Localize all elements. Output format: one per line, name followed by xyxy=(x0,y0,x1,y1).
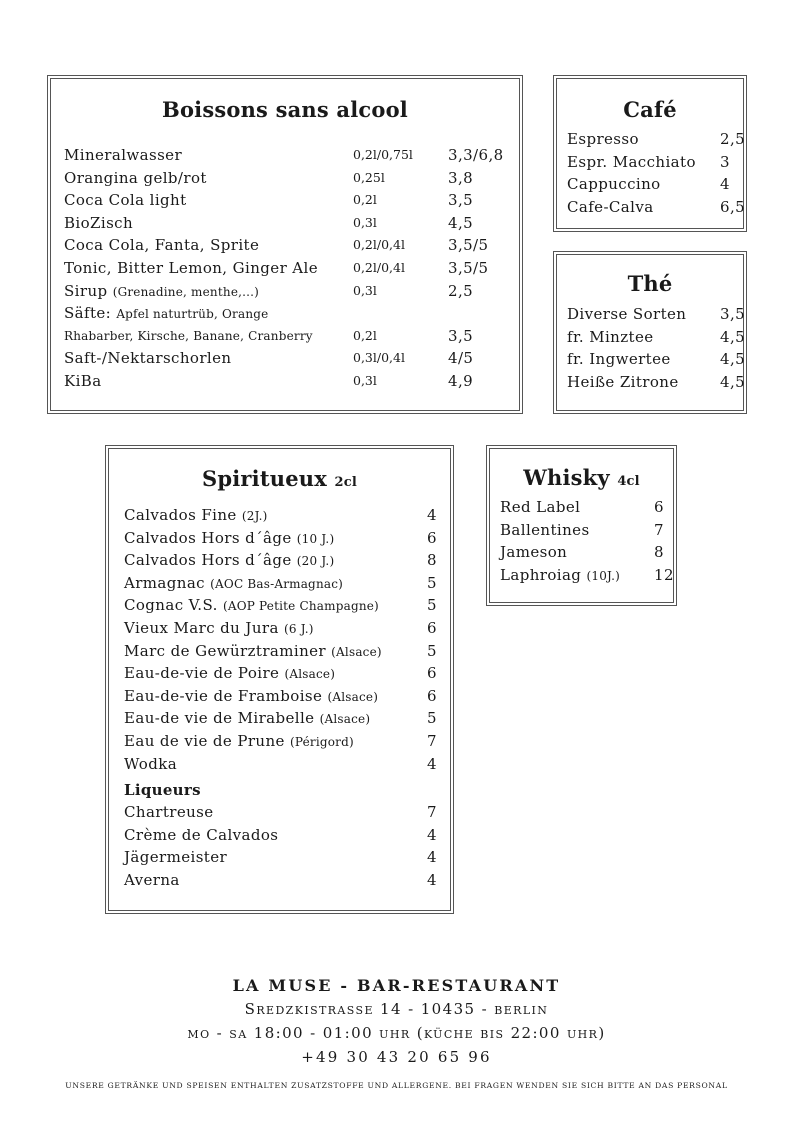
menu-item xyxy=(124,527,450,550)
item-price: 6 xyxy=(427,664,437,683)
the-section xyxy=(556,254,744,411)
item-name: fr. Ingwertee xyxy=(567,350,671,369)
item-name: Espr. Macchiato xyxy=(567,152,696,171)
item-name: Saft-/Nektarschorlen xyxy=(64,349,232,368)
menu-item xyxy=(567,326,746,349)
item-name: Red Label xyxy=(500,498,581,516)
item-price: 3,5/5 xyxy=(448,236,489,255)
item-note: (Alsace) xyxy=(331,644,382,659)
section-title xyxy=(109,466,450,491)
item-name: Sirup xyxy=(64,281,108,300)
item-size: 0,2l/0,75l xyxy=(353,147,413,162)
item-price: 4,5 xyxy=(720,350,746,369)
item-name: Cappuccino xyxy=(567,175,661,194)
item-name: Chartreuse xyxy=(124,803,214,822)
item-name: Orangina gelb/rot xyxy=(64,168,207,187)
menu-item xyxy=(124,730,450,753)
menu-item xyxy=(124,869,450,892)
item-price: 6,5 xyxy=(720,197,746,216)
item-price: 4 xyxy=(427,825,437,844)
item-name: Eau-de-vie de Poire xyxy=(124,664,280,683)
item-note: (Alsace) xyxy=(327,689,379,704)
menu-item xyxy=(567,348,746,371)
menu-item xyxy=(124,504,450,527)
item-name: KiBa xyxy=(64,371,102,390)
item-price: 3,5 xyxy=(448,326,474,345)
spiritueux-section xyxy=(108,448,451,911)
section-title-text: Whisky xyxy=(523,465,610,490)
section-title-unit: 2cl xyxy=(334,475,357,490)
item-note: (AOC Bas-Armagnac) xyxy=(210,576,344,591)
item-name: Ballentines xyxy=(500,520,590,539)
item-name: Cafe-Calva xyxy=(567,197,654,216)
item-price: 3,5 xyxy=(448,191,474,210)
drink-list xyxy=(567,128,746,218)
item-price: 4 xyxy=(427,754,437,773)
item-price: 6 xyxy=(427,686,437,705)
item-name: fr. Minztee xyxy=(567,327,654,346)
item-size: 0,2l/0,4l xyxy=(353,237,405,253)
item-name: Marc de Gewürztraminer xyxy=(124,641,326,660)
item-note: (10 J.) xyxy=(296,531,335,546)
menu-item xyxy=(64,212,519,235)
item-name: Laphroiag xyxy=(500,565,582,584)
item-name: Armagnac xyxy=(124,573,205,592)
menu-item xyxy=(64,370,519,393)
item-price: 8 xyxy=(654,543,664,562)
section-title xyxy=(490,465,673,490)
menu-item xyxy=(567,196,746,219)
whisky-section xyxy=(489,448,674,603)
restaurant-name: LA MUSE - BAR-RESTAURANT xyxy=(232,976,561,995)
item-note: Rhabarber, Kirsche, Banane, Cranberry xyxy=(64,328,313,343)
item-name: Coca Cola light xyxy=(64,191,187,210)
menu-item xyxy=(124,707,450,730)
item-size: 0,25l xyxy=(353,169,385,185)
drink-list xyxy=(124,504,450,892)
section-title: Boissons sans alcool xyxy=(162,97,408,122)
item-price: 6 xyxy=(654,498,664,516)
item-price: 4 xyxy=(427,506,437,524)
menu-item xyxy=(124,549,450,572)
item-note: (2J.) xyxy=(241,509,268,523)
item-price: 3,5 xyxy=(720,305,746,323)
menu-item xyxy=(124,640,450,663)
item-price: 4,9 xyxy=(448,371,474,390)
item-name: Eau-de-vie de Framboise xyxy=(124,686,323,705)
item-name: Espresso xyxy=(567,130,639,148)
item-size: 0,3l/0,4l xyxy=(353,350,405,366)
item-price: 2,5 xyxy=(720,130,746,148)
item-name: Calvados Hors d´âge xyxy=(124,551,292,570)
item-name: Calvados Hors d´âge xyxy=(124,528,292,547)
section-title-text: Spiritueux xyxy=(201,466,327,491)
menu-item xyxy=(500,541,673,564)
item-name: Vieux Marc du Jura xyxy=(124,618,279,637)
menu-item xyxy=(124,685,450,708)
item-name: BioZisch xyxy=(64,213,134,232)
menu-item xyxy=(124,824,450,847)
section-title: Café xyxy=(623,97,677,122)
item-size: 0,2l/0,4l xyxy=(353,259,405,275)
menu-item xyxy=(64,234,519,257)
item-price: 5 xyxy=(427,641,437,660)
item-price: 7 xyxy=(654,520,664,539)
item-name: Wodka xyxy=(124,754,178,773)
opening-hours: mo - sa 18:00 - 01:00 uhr (küche bis 22:00 uhr) xyxy=(187,1024,606,1042)
item-price: 4 xyxy=(427,848,437,867)
item-size: 0,2l xyxy=(353,327,377,343)
item-note: Apfel naturtrüb, Orange xyxy=(116,307,269,322)
item-name: Heiße Zitrone xyxy=(567,372,679,391)
item-size: 0,3l xyxy=(353,214,377,230)
menu-item xyxy=(64,167,519,190)
item-price: 3,3/6,8 xyxy=(448,146,504,164)
item-name: Averna xyxy=(124,870,180,889)
item-price: 4,5 xyxy=(720,327,746,346)
item-name: Säfte: xyxy=(64,304,112,323)
item-note: (Alsace) xyxy=(284,667,336,682)
item-price: 5 xyxy=(427,596,437,615)
item-price: 6 xyxy=(427,528,437,547)
item-size: 0,3l xyxy=(353,282,377,298)
boissons-sans-alcool-section xyxy=(50,78,520,411)
menu-item xyxy=(124,572,450,595)
item-price: 7 xyxy=(427,731,437,750)
item-price: 4,5 xyxy=(448,213,474,232)
item-name: Eau de vie de Prune xyxy=(124,731,285,750)
item-price: 7 xyxy=(427,803,437,822)
item-price: 3,8 xyxy=(448,168,474,187)
item-note: (20 J.) xyxy=(296,554,335,569)
menu-item xyxy=(500,564,673,587)
item-size: 0,2l xyxy=(353,192,377,208)
menu-item xyxy=(124,617,450,640)
item-note: (10J.) xyxy=(586,568,621,583)
menu-item xyxy=(567,128,746,151)
item-price: 2,5 xyxy=(448,281,474,300)
menu-item xyxy=(500,519,673,542)
item-size: 0,3l xyxy=(353,372,377,388)
drink-list xyxy=(64,144,519,393)
menu-item xyxy=(64,144,519,167)
item-note: (Alsace) xyxy=(319,712,371,727)
menu-item xyxy=(124,594,450,617)
item-price: 4 xyxy=(720,175,730,194)
item-name: Diverse Sorten xyxy=(567,305,687,323)
drink-list xyxy=(567,303,746,393)
item-price: 4 xyxy=(427,870,437,889)
menu-item xyxy=(124,801,450,824)
item-name: Eau-de vie de Mirabelle xyxy=(124,709,315,728)
item-name: Mineralwasser xyxy=(64,146,183,164)
menu-item xyxy=(124,662,450,685)
menu-item xyxy=(567,151,743,174)
item-name: Calvados Fine xyxy=(124,506,237,524)
menu-item xyxy=(64,189,519,212)
item-price: 5 xyxy=(427,709,437,728)
drink-list xyxy=(500,496,673,586)
item-name: Jägermeister xyxy=(124,848,228,867)
item-price: 8 xyxy=(427,551,437,570)
item-note: (Grenadine, menthe,...) xyxy=(112,284,260,299)
item-name: Coca Cola, Fanta, Sprite xyxy=(64,236,260,255)
item-note: (Périgord) xyxy=(289,734,354,749)
section-title-unit: 4cl xyxy=(617,474,640,489)
menu-item xyxy=(567,371,746,394)
cafe-section xyxy=(556,78,744,229)
restaurant-footer xyxy=(0,975,793,1090)
restaurant-address: Sredzkistrasse 14 - 10435 - berlin xyxy=(244,1000,549,1018)
menu-item xyxy=(64,257,519,280)
item-price: 4/5 xyxy=(448,349,474,368)
menu-item xyxy=(124,846,450,869)
allergen-notice: UNSERE GETRÄNKE UND SPEISEN ENTHALTEN ZUSATZSTOFFE UND ALLERGENE. BEI FRAGEN WENDEN SIE SICH BITTE AN DAS PERSONAL xyxy=(65,1081,728,1090)
liqueurs-heading: Liqueurs xyxy=(124,781,201,800)
item-name: Jameson xyxy=(500,543,568,562)
item-price: 4,5 xyxy=(720,372,746,391)
item-price: 12 xyxy=(654,565,674,584)
item-price: 5 xyxy=(427,573,437,592)
menu-item xyxy=(500,496,673,519)
menu-item xyxy=(64,280,519,303)
menu-item xyxy=(567,173,743,196)
item-price: 6 xyxy=(427,618,437,637)
section-title: Thé xyxy=(627,271,673,296)
item-price: 3 xyxy=(720,152,730,171)
item-note: (AOP Petite Champagne) xyxy=(222,599,379,614)
item-name: Tonic, Bitter Lemon, Ginger Ale xyxy=(64,258,319,277)
phone-number: +49 30 43 20 65 96 xyxy=(301,1048,492,1066)
menu-item xyxy=(64,302,519,325)
item-price: 3,5/5 xyxy=(448,258,489,277)
menu-item xyxy=(64,347,519,370)
item-note: (6 J.) xyxy=(283,621,314,636)
item-name: Cognac V.S. xyxy=(124,596,218,615)
item-name: Crème de Calvados xyxy=(124,825,279,844)
menu-item xyxy=(124,753,450,776)
menu-item xyxy=(64,325,519,348)
menu-item xyxy=(567,303,746,326)
